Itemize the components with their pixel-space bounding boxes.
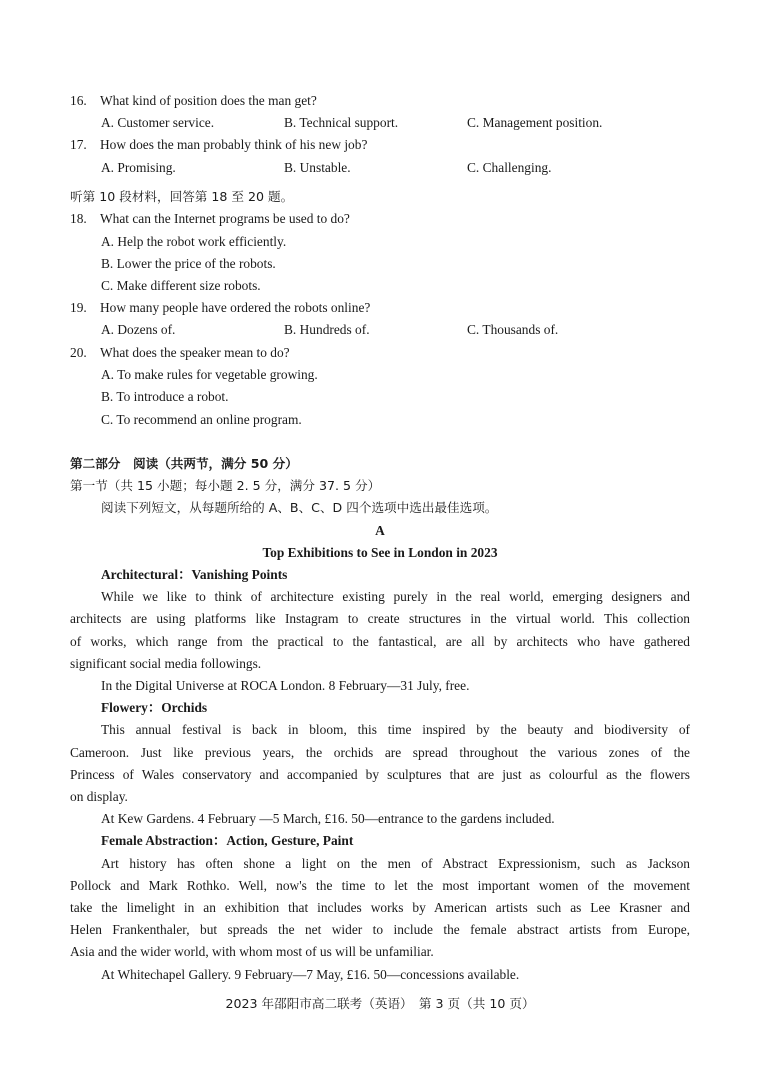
question-number: 17. (70, 137, 87, 152)
paragraph-line: of works, which range from the practical to the fantastical, are all by architects who have gathered (70, 634, 690, 649)
paragraph-line: Helen Frankenthaler, but spreads the net wider to include the female abstract artists from Europe, (70, 922, 690, 937)
option-19c: C. Thousands of. (467, 322, 559, 337)
option-16a: A. Customer service. (101, 115, 215, 130)
option-18a: A. Help the robot work efficiently. (101, 234, 287, 249)
section-heading-female-abstraction: Female Abstraction：Action, Gesture, Paint (101, 833, 354, 848)
question-text: What does the speaker mean to do? (100, 345, 290, 360)
option-20b: B. To introduce a robot. (101, 389, 229, 404)
question-number: 16. (70, 93, 87, 108)
paragraph-line: Princess of Wales conservatory and accompanied by sculptures that are just as colourful as the flowers (70, 767, 690, 782)
question-16 (70, 93, 317, 109)
option-17a: A. Promising. (101, 160, 176, 175)
paragraph-line: Pollock and Mark Rothko. Well, now's the time to let the most important women of the movement (70, 878, 690, 893)
question-20 (70, 345, 290, 361)
option-18b: B. Lower the price of the robots. (101, 256, 276, 271)
paragraph-line: Cameroon. Just like previous years, the orchids are spread throughout the various zones of the (70, 745, 690, 760)
option-19b: B. Hundreds of. (284, 322, 370, 337)
question-19 (70, 300, 370, 316)
page-footer: 2023 年邵阳市高二联考（英语） 第 3 页（共 10 页） (225, 996, 535, 1011)
option-17b: B. Unstable. (284, 160, 351, 175)
exhibition-info: In the Digital Universe at ROCA London. 8 February—31 July, free. (101, 678, 470, 693)
paragraph-line: This annual festival is back in bloom, this time inspired by the beauty and biodiversity of (101, 722, 690, 737)
option-20a: A. To make rules for vegetable growing. (101, 367, 318, 382)
part2-title: 第二部分 阅读（共两节，满分 50 分） (70, 456, 298, 471)
paragraph-line: Asia and the wider world, with whom most of us will be unfamiliar. (70, 944, 434, 959)
listening-intro: 听第 10 段材料，回答第 18 至 20 题。 (70, 189, 294, 204)
question-text: What kind of position does the man get? (100, 93, 317, 108)
question-18 (70, 211, 350, 227)
paragraph-line: While we like to think of architecture existing purely in the real world, emerging designers and (101, 589, 690, 604)
paragraph-line: architects are using platforms like Instagram to create structures in the virtual world. This collection (70, 611, 690, 626)
option-18c: C. Make different size robots. (101, 278, 261, 293)
reading-instruction: 阅读下列短文，从每题所给的 A、B、C、D 四个选项中选出最佳选项。 (101, 500, 498, 515)
section-heading-architectural: Architectural：Vanishing Points (101, 567, 288, 582)
paragraph-line: significant social media followings. (70, 656, 262, 671)
exhibition-info: At Whitechapel Gallery. 9 February—7 May, £16. 50—concessions available. (101, 967, 520, 982)
passage-letter: A (375, 523, 385, 538)
question-number: 18. (70, 211, 87, 226)
paragraph-line: on display. (70, 789, 128, 804)
question-17 (70, 137, 367, 153)
section1-title: 第一节（共 15 小题；每小题 2. 5 分，满分 37. 5 分） (70, 478, 381, 493)
question-text: How does the man probably think of his new job? (100, 137, 368, 152)
section-heading-flowery: Flowery：Orchids (101, 700, 208, 715)
option-20c: C. To recommend an online program. (101, 412, 302, 427)
paragraph-line: take the limelight in an exhibition that includes works by American artists such as Lee Krasner and (70, 900, 690, 915)
option-19a: A. Dozens of. (101, 322, 176, 337)
question-text: How many people have ordered the robots online? (100, 300, 371, 315)
option-16b: B. Technical support. (284, 115, 399, 130)
question-text: What can the Internet programs be used to do? (100, 211, 350, 226)
passage-title: Top Exhibitions to See in London in 2023 (262, 545, 498, 560)
option-16c: C. Management position. (467, 115, 603, 130)
exhibition-info: At Kew Gardens. 4 February —5 March, £16. 50—entrance to the gardens included. (101, 811, 555, 826)
question-number: 20. (70, 345, 87, 360)
option-17c: C. Challenging. (467, 160, 552, 175)
question-number: 19. (70, 300, 87, 315)
paragraph-line: Art history has often shone a light on the men of Abstract Expressionism, such as Jackson (101, 856, 690, 871)
